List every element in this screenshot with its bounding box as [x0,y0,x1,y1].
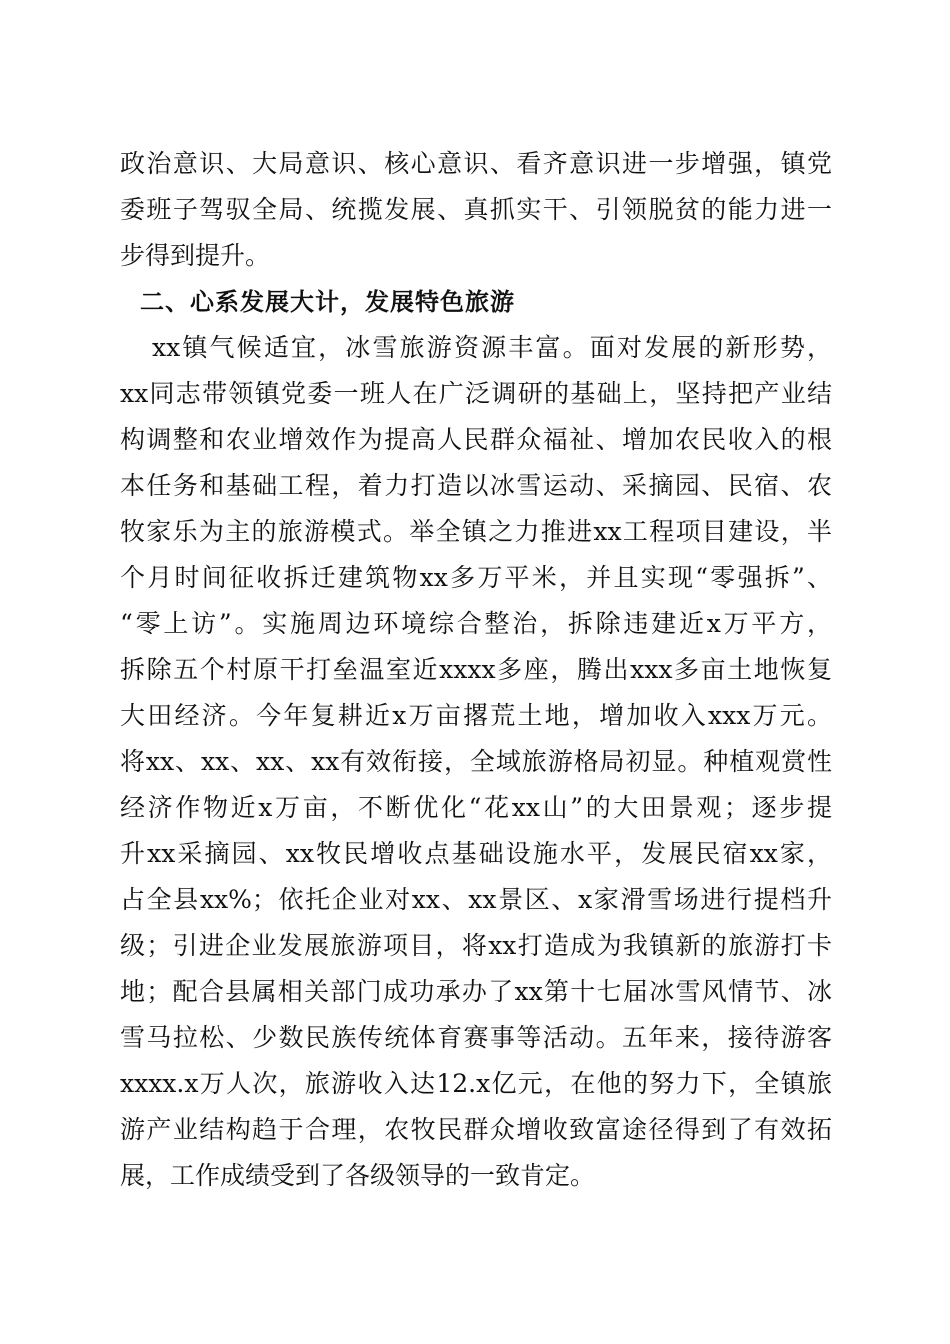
text-line: xx镇气候适宜，冰雪旅游资源丰富。面对发展的新形势， [152,333,832,362]
text-line: 升xx采摘园、xx牧民增收点基础设施水平，发展民宿xx家， [120,839,832,868]
text-line: 政治意识、大局意识、核心意识、看齐意识进一步增强，镇党 [120,149,832,178]
text-line: 拆除五个村原干打垒温室近xxxx多座，腾出xxx多亩土地恢复 [120,655,832,684]
paragraph-political-awareness [120,141,832,279]
body-text [120,141,832,1199]
text-line: 委班子驾驭全局、统揽发展、真抓实干、引领脱贫的能力进一 [120,195,832,224]
text-line: 将xx、xx、xx、xx有效衔接，全域旅游格局初显。种植观赏性 [120,747,832,776]
text-line: 雪马拉松、少数民族传统体育赛事等活动。五年来，接待游客 [120,1023,832,1052]
paragraph-tourism-development [120,325,832,1199]
text-line: 个月时间征收拆迁建筑物xx多万平米，并且实现“零强拆”、 [120,563,832,592]
text-line: 本任务和基础工程，着力打造以冰雪运动、采摘园、民宿、农 [120,471,832,500]
text-line: “零上访”。实施周边环境综合整治，拆除违建近x万平方， [120,609,832,638]
text-line: 经济作物近x万亩，不断优化“花xx山”的大田景观；逐步提 [120,793,832,822]
text-line: 游产业结构趋于合理，农牧民群众增收致富途径得到了有效拓 [120,1115,832,1144]
text-line: 构调整和农业增效作为提高人民群众福祉、增加农民收入的根 [120,425,832,454]
text-line: 地；配合县属相关部门成功承办了xx第十七届冰雪风情节、冰 [120,977,832,1006]
text-line: xxxx.x万人次，旅游收入达12.x亿元，在他的努力下，全镇旅 [120,1069,832,1098]
text-line: xx同志带领镇党委一班人在广泛调研的基础上，坚持把产业结 [120,379,832,408]
section-heading: 二、心系发展大计，发展特色旅游 [140,288,515,316]
text-line: 大田经济。今年复耕近x万亩撂荒土地，增加收入xxx万元。 [120,701,832,730]
text-line: 级；引进企业发展旅游项目，将xx打造成为我镇新的旅游打卡 [120,931,832,960]
text-line: 步得到提升。 [120,241,271,270]
text-line: 牧家乐为主的旅游模式。举全镇之力推进xx工程项目建设，半 [120,517,832,546]
text-line: 展，工作成绩受到了各级领导的一致肯定。 [120,1161,596,1190]
text-line: 占全县xx%；依托企业对xx、xx景区、x家滑雪场进行提档升 [120,885,832,914]
